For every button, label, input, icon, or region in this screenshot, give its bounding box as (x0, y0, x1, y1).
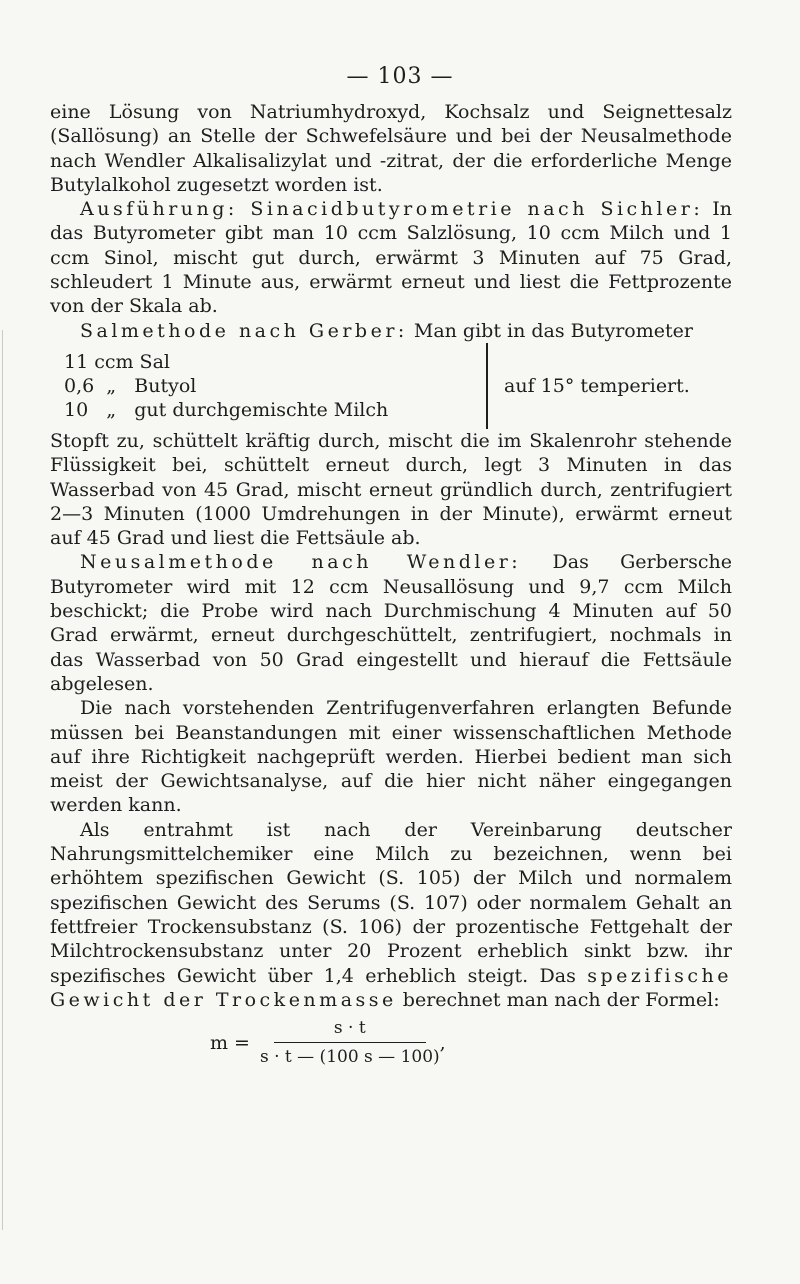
heading-sichler: Ausführung: Sinacidbutyrometrie nach Sichler: (80, 198, 704, 221)
recipe-row: 10 „ gut durchgemischte Milch (64, 399, 389, 422)
formula-lhs: m = (210, 1031, 250, 1054)
formula-fraction (260, 1016, 440, 1070)
formula-trailing-comma: , (439, 1031, 446, 1054)
formula-numerator: s · t (274, 1016, 426, 1043)
recipe-rows (64, 350, 474, 423)
text-gerber: Man gibt in das Butyrometer (407, 319, 693, 342)
recipe-row: 11 ccm Sal (64, 350, 170, 373)
paragraph-intro: eine Lösung von Natriumhydroxyd, Kochsalz und Seignettesalz (Sallösung) an Stelle der Schwefelsäure und bei der Neusalmethode nach Wendler Alkalisalizylat und -zitrat, der die erforderliche Menge Butylalkohol zugesetzt worden ist. (50, 101, 732, 196)
paragraph-wendler (50, 550, 732, 696)
page-number: — 103 — (346, 64, 454, 89)
emphasis-specific-weight: spezifische Gewicht der Trockenmasse (50, 964, 732, 1011)
recipe-block (64, 343, 732, 429)
formula-denominator: s · t — (100 s — 100) (259, 1047, 440, 1068)
text-sichler: In das Butyrometer gibt man 10 ccm Salzlösung, 10 ccm Milch und 1 ccm Sinol, mischt gut durch, erwärmt 3 Minuten auf 75 Grad, schleudert 1 Minute aus, erwärmt erneut und liest die Fettprozente von der Skala ab. (50, 198, 732, 318)
scan-margin-line (2, 330, 3, 1230)
recipe-row: 0,6 „ Butyol (64, 374, 197, 397)
paragraph-verification: Die nach vorstehenden Zentrifugenverfahren erlangten Befunde müssen bei Beanstandungen mit einer wissenschaftlichen Methode auf ihre Richtigkeit nachgeprüft werden. Hierbei bedient man sich meist der Gewichtsanalyse, auf die hier nicht näher eingegangen werden kann. (50, 697, 732, 817)
heading-wendler: Neusalmethode nach Wendler: (80, 551, 522, 574)
paragraph-sichler (50, 197, 732, 318)
text-wendler: Das Gerbersche Butyrometer wird mit 12 ccm Neusallösung und 9,7 ccm Milch beschickt; die Probe wird nach Durchmischung 4 Minuten auf 50 Grad erwärmt, erneut durchgeschüttelt, zentrifugiert, nochmals in das Wasserbad von 50 Grad eingestellt und hierauf die Fettsäule abgelesen. (50, 551, 732, 695)
text-formula-intro: berechnet man nach der Formel: (396, 988, 720, 1011)
formula (210, 1016, 732, 1070)
paragraph-skimmed-milk (50, 818, 732, 1012)
recipe-note: auf 15° temperiert. (504, 374, 690, 397)
brace-bracket (476, 343, 488, 429)
paragraph-procedure: Stopft zu, schüttelt kräftig durch, mischt die im Skalenrohr stehende Flüssigkeit bei, schüttelt erneut durch, legt 3 Minuten in das Wasserbad von 45 Grad, mischt erneut gründlich durch, zentrifugiert 2—3 Minuten (1000 Umdrehungen in der Minute), erwärmt erneut auf 45 Grad und liest die Fettsäule ab. (50, 429, 732, 550)
paragraph-gerber (50, 319, 732, 343)
heading-gerber: Salmethode nach Gerber: (80, 319, 408, 342)
page-body (50, 100, 732, 1070)
text-skimmed-milk: Als entrahmt ist nach der Vereinbarung deutscher Nahrungsmittelchemiker eine Milch zu bezeichnen, wenn bei erhöhtem spezifischen Gewicht (S. 105) der Milch und normalem spezifischen Gewicht des Serums (S. 107) oder normalem Gehalt an fettfreier Trockensubstanz (S. 106) der prozentische Fettgehalt der Milchtrockensubstanz unter 20 Prozent erheblich sinkt bzw. ihr spezifisches Gewicht über 1,4 erheblich steigt. Das (50, 818, 732, 987)
